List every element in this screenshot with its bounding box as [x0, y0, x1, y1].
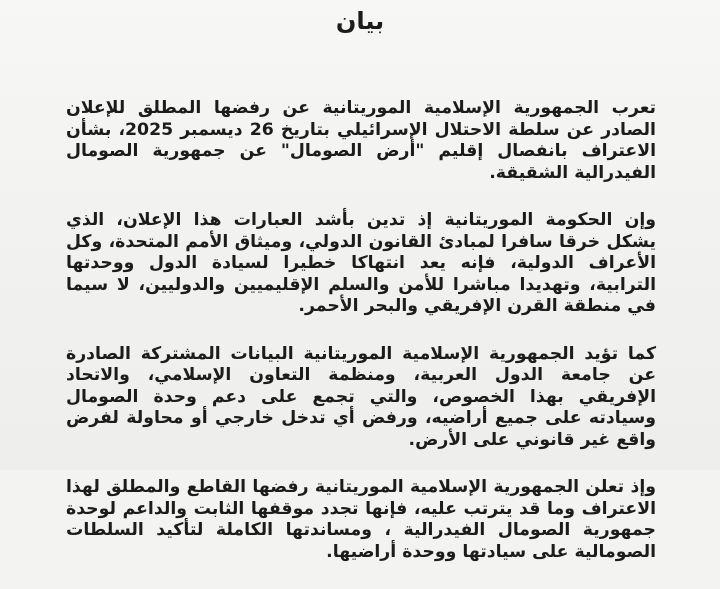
paragraph-condemnation: وإن الحكومة الموريتانية إذ تدين بأشد العبارات هذا الإعلان، الذي يشكل خرقا سافرا لمبادئ القانون الدولي، وميثاق الأمم المتحدة، وكل الأعراف الدولية، فإنه يعد انتهاكا خطيرا لسيادة الدول ووحدتها الترابية، وتهديدا مباشرا للأمن والسلم الإقليميين والدوليين، لا سيما في منطقة القرن الإفريقي والبحر الأحمر.	[66, 210, 656, 316]
document-title: بيان	[335, 7, 385, 35]
statement-body	[66, 98, 656, 589]
paragraph-support: كما تؤيد الجمهورية الإسلامية الموريتانية البيانات المشتركة الصادرة عن جامعة الدول العربية، ومنظمة التعاون الإسلامي، والاتحاد الإفريقي بهذا الخصوص، والتي تجمع على دعم وحدة الصومال وسيادته على جميع أراضيه، ورفض أي تدخل خارجي أو محاولة لفرض واقع غير قانوني على الأرض.	[66, 343, 656, 450]
paragraph-rejection: تعرب الجمهورية الإسلامية الموريتانية عن رفضها المطلق للإعلان الصادر عن سلطة الاحتلال الإسرائيلي بتاريخ 26 ديسمبر 2025، بشأن الاعتراف بانفصال إقليم "أرض الصومال" عن جمهورية الصومال الفيدرالية الشقيقة.	[66, 98, 656, 183]
paragraph-reaffirmation: وإذ تعلن الجمهورية الإسلامية الموريتانية رفضها القاطع والمطلق لهذا الاعتراف وما قد يترتب عليه، فإنها تجدد موقفها الثابت والداعم لوحدة جمهورية الصومال الفيدرالية ، ومساندتها الكاملة لتأكيد السلطات الصومالية على سيادتها ووحدة أراضيها.	[66, 477, 656, 562]
